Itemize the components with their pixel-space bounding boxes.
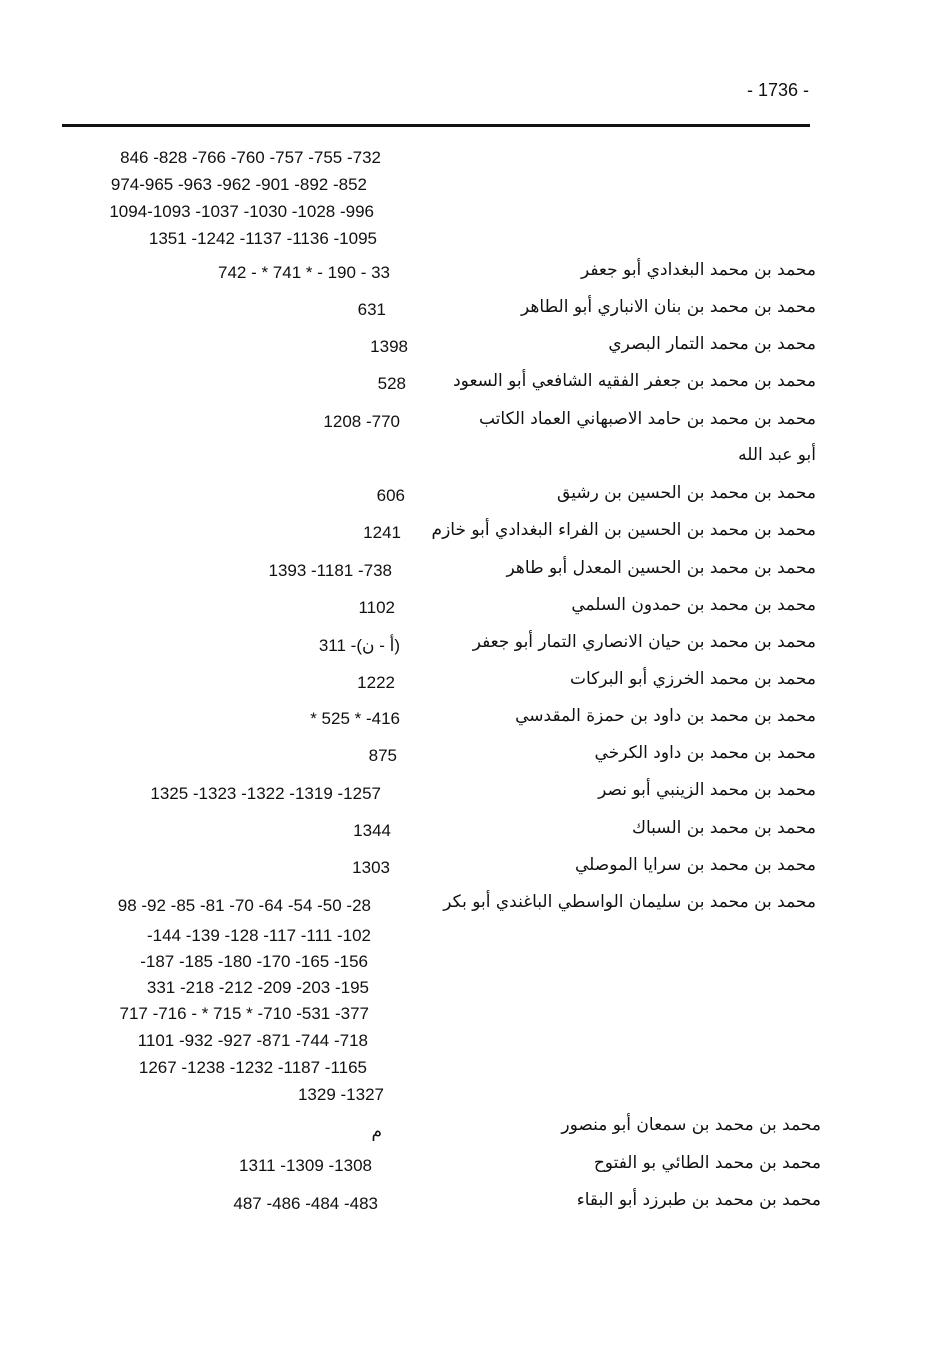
entry-refs: 1303 (352, 858, 390, 877)
entry-name: محمد بن محمد بن الحسين بن الفراء البغدادي أبو خازم (431, 520, 816, 540)
entry-refs: 631 (357, 300, 386, 319)
entry-name: محمد بن محمد البغدادي أبو جعفر (580, 260, 816, 280)
entry-refs: 528 (377, 374, 406, 393)
entry-refs: 1102 (358, 598, 395, 617)
entry-name: محمد بن محمد بن الحسين المعدل أبو طاهر (506, 558, 816, 578)
entry-name: محمد بن محمد بن داود الكرخي (594, 743, 816, 763)
entry-refs: 606 (376, 486, 405, 505)
entry-name: محمد بن محمد الزينبي أبو نصر (598, 780, 816, 800)
entry-name: محمد بن محمد بن جعفر الفقيه الشافعي أبو السعود (453, 371, 816, 391)
entry-name: محمد بن محمد بن سرايا الموصلي (574, 855, 816, 875)
entry-name: محمد بن محمد بن داود بن حمزة المقدسي (515, 706, 816, 726)
entry-refs: 1311 -1309 -1308 (239, 1156, 372, 1175)
entry-refs-continuation: -144 -139 -128 -117 -111 -102 (147, 926, 371, 945)
entry-refs: 1398 (370, 337, 408, 356)
entry-name: محمد بن محمد بن بنان الانباري أبو الطاهر (521, 297, 816, 317)
entry-refs: 1344 (353, 821, 391, 840)
entry-name: محمد بن محمد بن سليمان الواسطي الباغندي أبو بكر (443, 892, 816, 912)
entry-refs-continuation: 1329 -1327 (297, 1085, 384, 1104)
entry-name: محمد بن محمد بن طبرزد أبو البقاء (576, 1190, 821, 1210)
header-rule (62, 124, 810, 127)
entry-refs: 98 -92 -85 -81 -70 -64 -54 -50 -28 (117, 896, 371, 915)
entry-refs-continuation: 331 -218 -212 -209 -203 -195 (146, 978, 369, 997)
entry-refs: 1325 -1323 -1322 -1319 -1257 (150, 784, 381, 803)
entry-name: محمد بن محمد الطائي بو الفتوح (593, 1153, 821, 1173)
continuation-line: 974-965 -963 -962 -901 -892 -852 (110, 175, 367, 194)
entry-name: محمد بن محمد بن سمعان أبو منصور (561, 1115, 821, 1135)
entry-refs-continuation: 717 -716 - * 715 * -710 -531 -377 (119, 1004, 369, 1023)
page-number: - 1736 - (746, 80, 809, 100)
entry-refs: م (371, 1122, 382, 1142)
continuation-line: 846 -828 -766 -760 -757 -755 -732 (120, 148, 381, 167)
entry-refs: 1222 (357, 673, 395, 692)
entry-refs: 487 -486 -484 -483 (233, 1194, 378, 1213)
entry-refs: 875 (368, 746, 397, 765)
entry-name: محمد بن محمد بن حمدون السلمي (571, 595, 816, 615)
entry-refs-continuation: -187 -185 -180 -170 -165 -156 (140, 952, 368, 971)
entry-refs: 1208 -770 (323, 412, 400, 431)
entry-name: محمد بن محمد بن السباك (631, 818, 816, 838)
entry-name: محمد بن محمد التمار البصري (608, 334, 816, 354)
entry-refs: 1241 (363, 523, 401, 542)
entry-refs-continuation: 1267 -1238 -1232 -1187 -1165 (138, 1058, 367, 1077)
entry-name: محمد بن محمد الخرزي أبو البركات (569, 669, 816, 689)
continuation-line: 1351 -1242 -1137 -1136 -1095 (148, 229, 377, 248)
entry-name: محمد بن محمد بن الحسين بن رشيق (557, 483, 816, 503)
entry-name: محمد بن محمد بن حامد الاصبهاني العماد الكاتب (478, 409, 816, 429)
entry-refs: 1393 -1181 -738 (268, 561, 392, 580)
entry-refs: 742 - * 741 * - 190 - 33 (217, 263, 390, 282)
entry-name: محمد بن محمد بن حيان الانصاري التمار أبو جعفر (472, 632, 816, 652)
entry-name-continuation: أبو عبد الله (738, 445, 816, 465)
continuation-line: 1094-1093 -1037 -1030 -1028 -996 (109, 202, 374, 221)
entry-refs-continuation: 1101 -932 -927 -871 -744 -718 (137, 1031, 368, 1050)
entry-refs: 311 -(أ - ن) (318, 636, 400, 655)
entry-refs: * 525 * -416 (310, 709, 400, 728)
